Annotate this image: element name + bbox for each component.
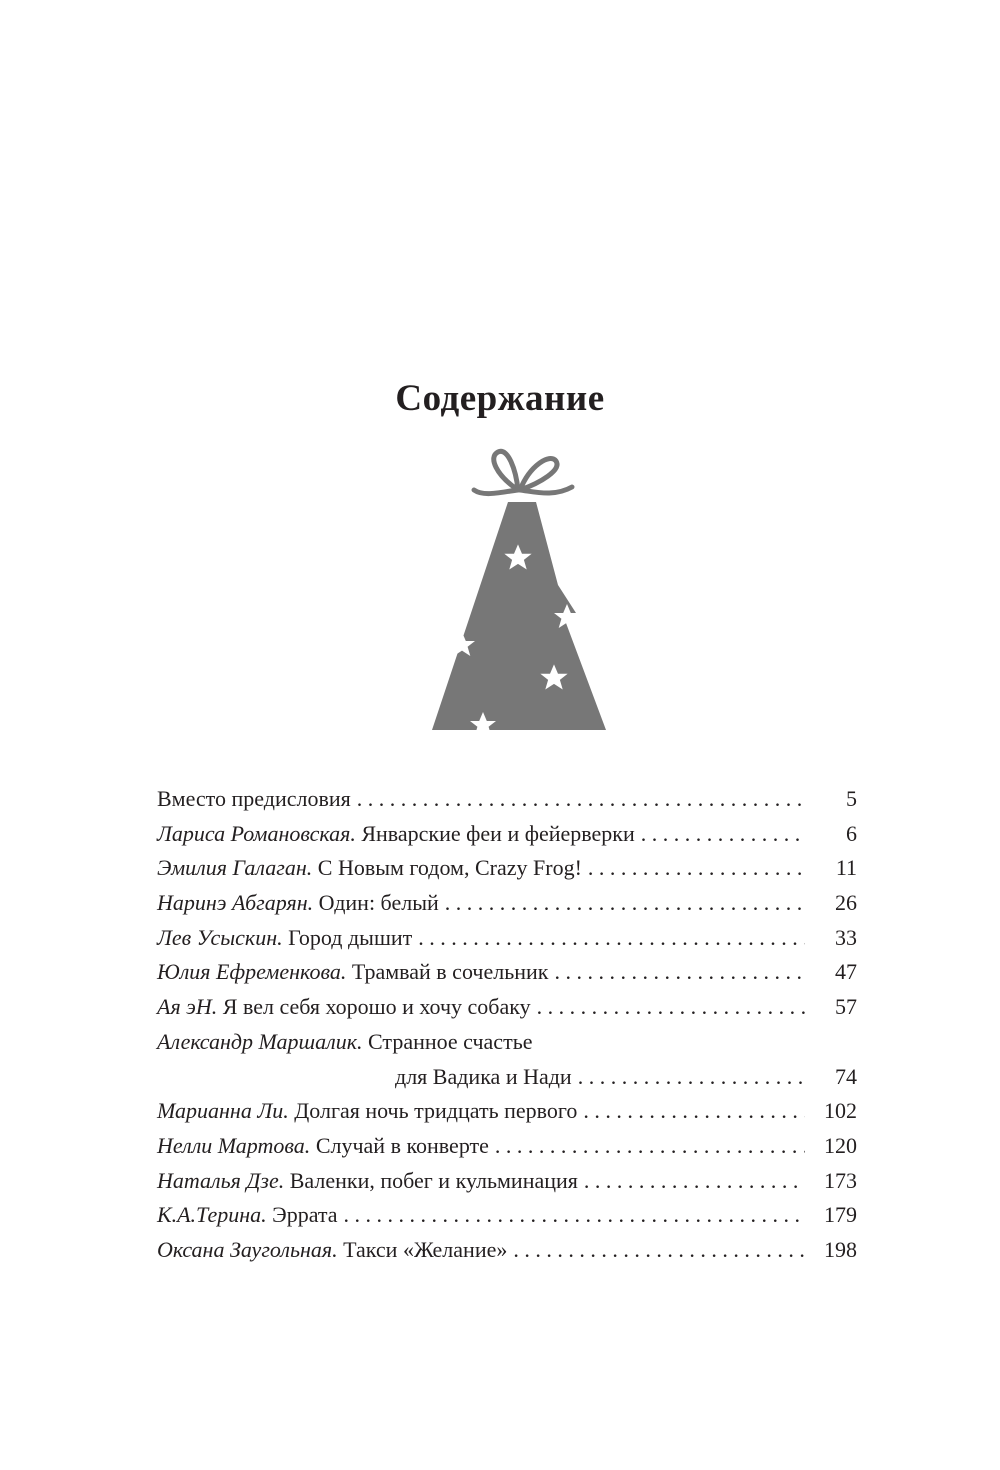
story-title: Случай в конверте [315, 1132, 489, 1158]
dot-leader [588, 851, 805, 886]
toc-page-number: 74 [835, 1063, 857, 1089]
toc-entry-title [157, 782, 351, 817]
toc-page-number: 5 [846, 786, 857, 811]
toc-entry-title [157, 886, 439, 921]
author-name: Лев Усыскин. [157, 924, 283, 950]
author-name: Наталья Дзе. [157, 1167, 285, 1193]
toc-entry[interactable] [157, 1025, 857, 1060]
story-title: Вместо предисловия [157, 786, 351, 811]
dot-leader [578, 1060, 805, 1095]
story-title: Трамвай в сочельник [351, 959, 549, 985]
author-name: Оксана Заугольная. [157, 1236, 338, 1262]
dot-leader [357, 782, 805, 817]
story-title: Такси «Желание» [343, 1236, 508, 1262]
story-title: Город дышит [288, 924, 413, 950]
gift-cone-shape [432, 502, 606, 730]
toc-entry[interactable] [157, 1129, 857, 1164]
dot-leader [537, 990, 805, 1025]
dot-leader [554, 955, 805, 990]
toc-entry-title [157, 1164, 578, 1199]
story-title: С Новым годом, Crazy Frog! [317, 855, 582, 881]
author-name: К.А.Терина. [157, 1202, 267, 1228]
story-title: Я вел себя хорошо и хочу собаку [222, 994, 531, 1020]
author-name: Александр Маршалик. [157, 1028, 363, 1054]
story-title: Странное счастье [368, 1028, 533, 1054]
toc-page-number: 179 [824, 1202, 857, 1228]
toc-entry-title [157, 921, 412, 956]
toc-entry-title [157, 1025, 533, 1060]
story-title: Эррата [272, 1202, 338, 1228]
dot-leader [583, 1094, 805, 1129]
toc-page-number: 102 [824, 1098, 857, 1124]
toc-page-number: 120 [824, 1132, 857, 1158]
toc-entry-title [157, 851, 582, 886]
toc-entry[interactable] [157, 921, 857, 956]
story-title: Один: белый [318, 890, 439, 916]
author-name: Эмилия Галаган. [157, 855, 313, 881]
dot-leader [513, 1233, 805, 1268]
toc-entry-title [157, 817, 635, 852]
story-title-continued: для Вадика и Нади [395, 1063, 572, 1089]
toc-entry[interactable] [157, 817, 857, 852]
toc-page-number: 33 [835, 924, 857, 950]
toc-page-number: 26 [835, 890, 857, 916]
author-name: Марианна Ли. [157, 1098, 289, 1124]
toc-entry-title [157, 1198, 338, 1233]
gift-tree-illustration [426, 445, 616, 735]
toc-entry[interactable] [157, 1164, 857, 1199]
author-name: Наринэ Абгарян. [157, 890, 314, 916]
story-title: Долгая ночь тридцать первого [294, 1098, 578, 1124]
toc-entry[interactable] [157, 990, 857, 1025]
author-name: Ая эН. [157, 994, 218, 1020]
dot-leader [418, 921, 805, 956]
toc-page-number: 57 [835, 994, 857, 1020]
dot-leader [344, 1198, 805, 1233]
dot-leader [495, 1129, 805, 1164]
toc-page-number: 47 [835, 959, 857, 985]
toc-page-number: 173 [824, 1167, 857, 1193]
table-of-contents [157, 782, 857, 1268]
toc-entry[interactable] [157, 886, 857, 921]
toc-entry-continuation[interactable] [157, 1060, 857, 1095]
toc-entry[interactable] [157, 782, 857, 817]
toc-page-number: 198 [824, 1236, 857, 1262]
toc-entry-title [157, 1094, 577, 1129]
story-title: Валенки, побег и кульминация [289, 1167, 578, 1193]
toc-page-number: 11 [835, 855, 857, 881]
author-name: Лариса Романовская. [157, 820, 356, 846]
toc-entry[interactable] [157, 1094, 857, 1129]
dot-leader [641, 817, 805, 852]
toc-entry-title [157, 1129, 489, 1164]
toc-entry[interactable] [157, 955, 857, 990]
author-name: Юлия Ефременкова. [157, 959, 347, 985]
toc-entry-title [395, 1060, 572, 1095]
story-title: Январские феи и фейерверки [361, 820, 635, 846]
page-title: Содержание [395, 377, 605, 419]
dot-leader [445, 886, 805, 921]
toc-entry[interactable] [157, 851, 857, 886]
toc-entry[interactable] [157, 1233, 857, 1268]
toc-entry-title [157, 1233, 507, 1268]
toc-page-number: 6 [846, 820, 857, 846]
toc-entry[interactable] [157, 1198, 857, 1233]
bow-icon [474, 451, 572, 493]
toc-entry-title [157, 955, 548, 990]
author-name: Нелли Мартова. [157, 1132, 311, 1158]
toc-entry-title [157, 990, 531, 1025]
dot-leader [584, 1164, 805, 1199]
